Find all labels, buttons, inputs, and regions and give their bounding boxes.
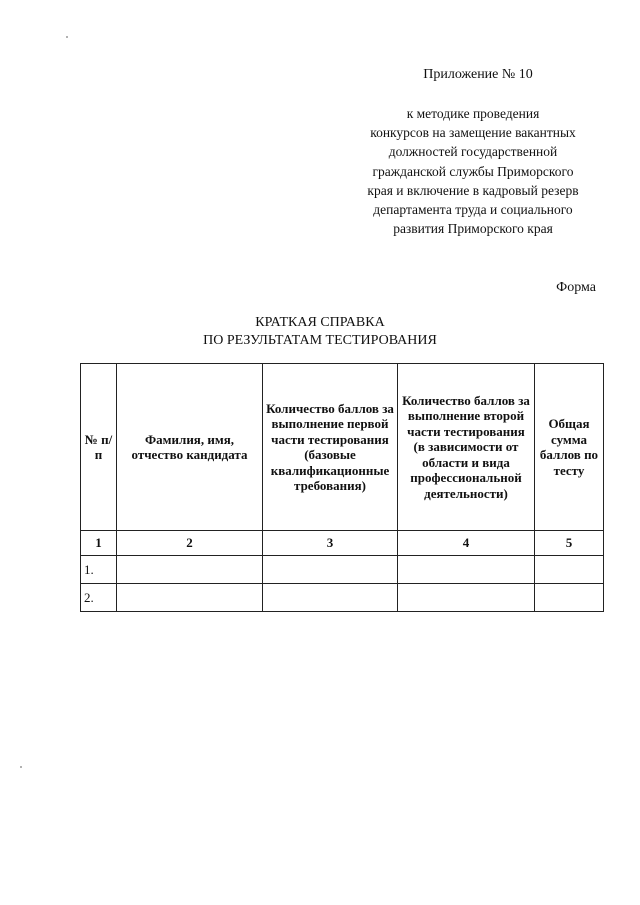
table-cell: 2. [81, 584, 117, 612]
scan-speck [20, 766, 22, 768]
header-cell-candidate-name: Фамилия, имя, отчество кандидата [117, 364, 263, 531]
appendix-description [348, 104, 598, 238]
table-header-row [81, 364, 604, 531]
table-cell [535, 556, 604, 584]
form-label: Форма [556, 280, 596, 295]
table-cell [117, 584, 263, 612]
scan-speck [66, 36, 68, 38]
column-number-cell: 4 [398, 531, 535, 556]
table-cell [263, 584, 398, 612]
column-number-cell: 3 [263, 531, 398, 556]
column-number-row [81, 531, 604, 556]
header-cell-part-one-score: Количество баллов за выполнение первой части тестирования (базовые квалификационные требования) [263, 364, 398, 531]
appendix-line: должностей государственной [388, 144, 558, 160]
table-row [81, 584, 604, 612]
appendix-title: Приложение № 10 [423, 67, 533, 82]
appendix-line: к методике проведения [406, 106, 540, 121]
column-number-cell: 1 [81, 531, 117, 556]
table-cell [263, 556, 398, 584]
table-cell [535, 584, 604, 612]
table-row [81, 556, 604, 584]
header-cell-number: № п/п [81, 364, 117, 531]
document-title-line: КРАТКАЯ СПРАВКА [255, 315, 385, 330]
table-cell: 1. [81, 556, 117, 584]
column-number-cell: 5 [535, 531, 604, 556]
appendix-line: конкурсов на замещение вакантных [370, 125, 576, 141]
table-cell [117, 556, 263, 584]
table-cell [398, 584, 535, 612]
table-cell [398, 556, 535, 584]
appendix-line: гражданской службы Приморского [372, 163, 574, 179]
appendix-line: развития Приморского края [393, 221, 553, 237]
document-title-line: ПО РЕЗУЛЬТАТАМ ТЕСТИРОВАНИЯ [203, 333, 437, 348]
header-cell-total-score: Общая сумма баллов по тесту [535, 364, 604, 531]
appendix-line: края и включение в кадровый резерв [367, 182, 579, 198]
header-cell-part-two-score: Количество баллов за выполнение второй части тестирования (в зависимости от области и вида профессиональной деятельности) [398, 364, 535, 531]
document-title [140, 314, 500, 350]
appendix-line: департамента труда и социального [373, 202, 573, 218]
results-table [80, 363, 604, 612]
column-number-cell: 2 [117, 531, 263, 556]
